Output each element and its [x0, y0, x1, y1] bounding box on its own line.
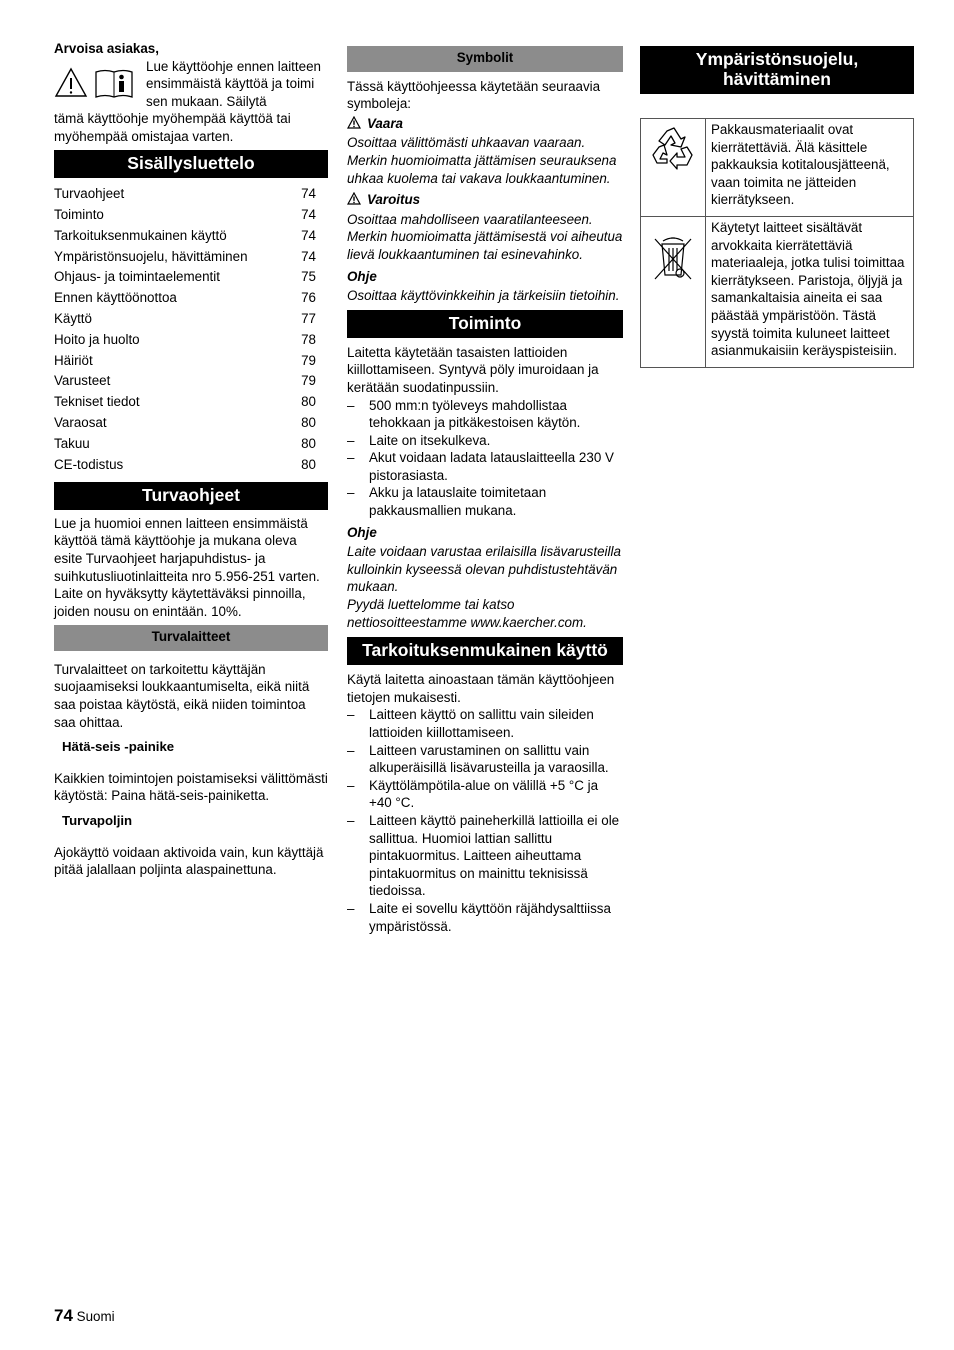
warning-triangle-icon: [347, 116, 361, 129]
toc-entry-label: Häiriöt: [54, 352, 93, 368]
function-note-text: Laite voidaan varustaa erilaisilla lisävarusteilla kulloinkin kyseessä olevan puhdistustehtävän mukaan.: [347, 544, 621, 595]
table-row: [641, 216, 914, 367]
safety-devices-body: Turvalaitteet on tarkoitettu käyttäjän suojaamiseksi loukkaantumiselta, eikä niitä saa poistaa käytöstä, eikä niiden toimintoa saa ohittaa.: [54, 661, 310, 730]
toc-entry-page: 80: [301, 414, 316, 430]
warning-label: Varoitus: [367, 192, 421, 208]
toc-entry-label: Varaosat: [54, 414, 107, 430]
recycling-icon: [647, 123, 699, 175]
column-middle: [347, 46, 623, 935]
list-item: – Laitteen käyttö paineherkillä lattioilla ei ole sallittua. Huomioi lattian sallittu pintakuormitus. Laitteen aiheuttama pintakuormitus on mainittu teknisissä tiedoissa.: [347, 812, 623, 900]
toc-row[interactable]: [54, 288, 328, 309]
toc-entry-page: 76: [301, 290, 316, 306]
toc-title: Sisällysluettelo: [54, 150, 328, 178]
safety-devices-title: Turvalaitteet: [54, 625, 328, 651]
toc-row[interactable]: [54, 267, 328, 288]
warning-manual-icon: [54, 66, 138, 100]
toc-row[interactable]: [54, 392, 328, 413]
toc-entry-page: 78: [301, 331, 316, 347]
toc-entry-page: 79: [301, 373, 316, 389]
list-item: – Akut voidaan ladata latauslaitteella 230 V pistorasiasta.: [347, 449, 623, 484]
column-left: [54, 40, 328, 879]
symbols-intro: Tässä käyttöohjeessa käytetään seuraavia symboleja:: [347, 78, 601, 112]
toc-entry-page: 74: [301, 186, 316, 202]
toc-entry-label: Toiminto: [54, 206, 104, 222]
environment-title: Ympäristönsuojelu, hävittäminen: [640, 46, 914, 94]
table-cell-text: Pakkausmateriaalit ovat kierrätettäviä. Älä käsittele pakkauksia kotitalousjätteenä, vaan toimita ne jätteiden kierrätykseen.: [706, 119, 914, 217]
warning-label-row: [347, 191, 623, 209]
toc-row[interactable]: [54, 225, 328, 246]
crossed-bin-icon: [647, 231, 699, 283]
page-number: 74: [54, 1306, 73, 1325]
toc-entry-page: 80: [301, 456, 316, 472]
toc-row[interactable]: [54, 329, 328, 350]
toc-entry-label: Hoito ja huolto: [54, 331, 140, 347]
toc-row[interactable]: [54, 350, 328, 371]
toc-entry-label: Ympäristönsuojelu, hävittäminen: [54, 248, 248, 264]
danger-text: Osoittaa välittömästi uhkaavan vaaraan. Merkin huomioimatta jättämisen seurauksena uhkaa kuolema tai vakava loukkaantuminen.: [347, 135, 617, 186]
toc-entry-label: Takuu: [54, 435, 90, 451]
footer-language: Suomi: [76, 1309, 115, 1324]
toc-row[interactable]: [54, 204, 328, 225]
toc-entry-page: 75: [301, 269, 316, 285]
list-item: – Laitteen varustaminen on sallittu vain alkuperäisillä lisävarusteilla ja varaosilla.: [347, 742, 623, 777]
table-row: [641, 119, 914, 217]
intended-use-title: Tarkoituksenmukainen käyttö: [347, 637, 623, 665]
table-cell-icon: [641, 119, 706, 217]
toc-entry-label: Käyttö: [54, 310, 92, 326]
list-item: – Laite ei sovellu käyttöön räjähdysalttiissa ympäristössä.: [347, 900, 623, 935]
intro-icons: [54, 58, 146, 111]
toc-entry-page: 74: [301, 248, 316, 264]
table-cell-text: Käytetyt laitteet sisältävät arvokkaita kierrätettäviä materiaaleja, jotka tulisi toimittaa kierrätykseen. Paristoja, öljyjä ja samankaltaisia aineita ei saa päästää ympäristöön. Tästä syystä toimita kuluneet laitteet asianmukaisiin keräyspisteisiin.: [706, 216, 914, 367]
danger-label-row: [347, 115, 623, 133]
intro-text-side: Lue käyttöohje ennen laitteen ensimmäistä käyttöä ja toimi sen mukaan. Säilytä: [146, 58, 321, 109]
environment-table: [640, 118, 914, 368]
list-item: – 500 mm:n työleveys mahdollistaa tehokkaan ja pitkäkestoisen käytön.: [347, 397, 623, 432]
warning-triangle-icon: [347, 192, 361, 205]
safety-pedal-title: Turvapoljin: [62, 813, 133, 829]
toc-entry-label: Varusteet: [54, 373, 111, 389]
function-body: Laitetta käytetään tasaisten lattioiden kiillottamiseen. Syntyvä pöly imuroidaan ja kerätään suodatinpussiin.: [347, 344, 599, 395]
note-label: Ohje: [347, 268, 377, 284]
list-item: – Käyttölämpötila-alue on välillä +5 °C ja +40 °C.: [347, 777, 623, 812]
warning-text: Osoittaa mahdolliseen vaaratilanteeseen. Merkin huomioimatta jättämisestä voi aiheutua lievä loukkaantuminen tai esinevahinko.: [347, 211, 623, 262]
safety-title: Turvaohjeet: [54, 482, 328, 510]
intro-text-rest: tämä käyttöohje myöhempää käyttöä tai myöhempää omistajaa varten.: [54, 111, 291, 144]
function-note-label: Ohje: [347, 524, 377, 540]
intended-use-body: Käytä laitetta ainoastaan tämän käyttöohjeen tietojen mukaisesti.: [347, 672, 615, 705]
toc-entry-page: 74: [301, 227, 316, 243]
toc-entry-label: Turvaohjeet: [54, 186, 125, 202]
toc-entry-label: Ohjaus- ja toimintaelementit: [54, 269, 220, 285]
list-item: – Akku ja latauslaite toimitetaan pakkausmallien mukana.: [347, 484, 623, 519]
toc-entry-page: 77: [301, 310, 316, 326]
emergency-stop-title: Hätä-seis -painike: [62, 739, 175, 755]
toc-entry-label: CE-todistus: [54, 456, 124, 472]
symbols-title: Symbolit: [347, 46, 623, 72]
function-note-text-2: Pyydä luettelomme tai katso nettiosoitteestamme www.kaercher.com.: [347, 597, 587, 630]
toc-entry-label: Tarkoituksenmukainen käyttö: [54, 227, 227, 243]
note-text: Osoittaa käyttövinkkeihin ja tärkeisiin tietoihin.: [347, 288, 620, 304]
danger-label: Vaara: [367, 115, 403, 131]
safety-body: Lue ja huomioi ennen laitteen ensimmäistä käyttöä tämä käyttöohje ja mukana oleva esite Turvaohjeet harjapuhdistus- ja suihkutusliuotinlaitteita nro 5.956-251 varten. Laite on hyväksytty käytettäväksi pinnoilla, joiden nousu on enintään. 10%.: [54, 515, 320, 619]
toc-entry-label: Ennen käyttöönottoa: [54, 290, 177, 306]
toc-row[interactable]: [54, 371, 328, 392]
toc-row[interactable]: [54, 184, 328, 205]
toc-row[interactable]: [54, 308, 328, 329]
toc-row[interactable]: [54, 433, 328, 454]
page-footer: [54, 1307, 115, 1326]
column-right: [640, 46, 914, 368]
toc-entry-page: 80: [301, 394, 316, 410]
table-cell-icon: [641, 216, 706, 367]
toc-entry-page: 74: [301, 206, 316, 222]
list-item: – Laite on itsekulkeva.: [347, 432, 623, 450]
intro-block: [54, 58, 328, 111]
toc-entry-page: 80: [301, 435, 316, 451]
toc-table: [54, 184, 328, 475]
toc-entry-label: Tekniset tiedot: [54, 394, 140, 410]
function-list: [347, 397, 623, 520]
function-title: Toiminto: [347, 310, 623, 338]
intended-use-list: [347, 706, 623, 935]
toc-row[interactable]: [54, 412, 328, 433]
safety-pedal-body: Ajokäyttö voidaan aktivoida vain, kun käyttäjä pitää jalallaan poljinta alaspainettuna.: [54, 844, 324, 878]
emergency-stop-body: Kaikkien toimintojen poistamiseksi välittömästi käytöstä: Paina hätä-seis-painiketta.: [54, 770, 328, 804]
toc-row[interactable]: [54, 454, 328, 475]
greeting: Arvoisa asiakas,: [54, 41, 159, 56]
list-item: – Laitteen käyttö on sallittu vain sileiden lattioiden kiillottamiseen.: [347, 706, 623, 741]
toc-entry-page: 79: [301, 352, 316, 368]
toc-row[interactable]: [54, 246, 328, 267]
